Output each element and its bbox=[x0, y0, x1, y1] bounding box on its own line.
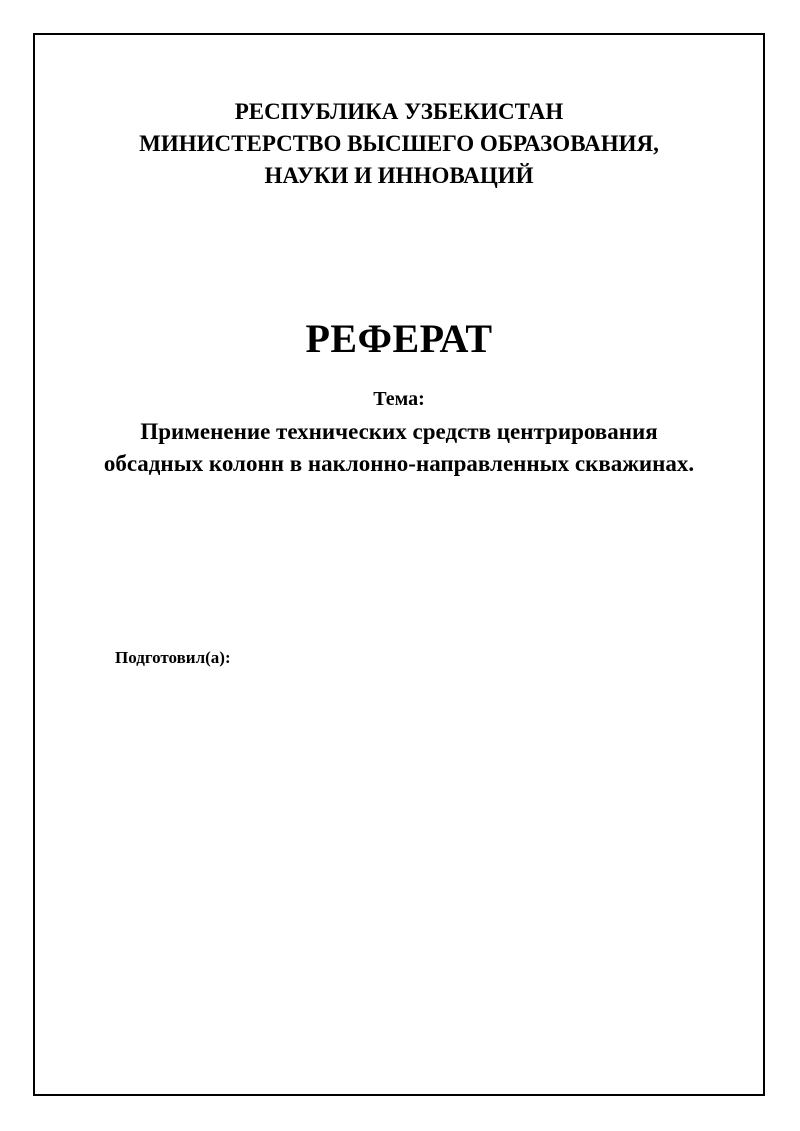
header-line-ministry: МИНИСТЕРСТВО ВЫСШЕГО ОБРАЗОВАНИЯ, bbox=[139, 131, 659, 156]
page-border bbox=[33, 33, 765, 1096]
topic-line-2: обсадных колонн в наклонно-направленных скважинах. bbox=[103, 451, 695, 476]
topic-label: Тема: bbox=[373, 388, 425, 410]
topic-line-1: Применение технических средств центрирования bbox=[140, 419, 658, 444]
prepared-by-label: Подготовил(а): bbox=[115, 648, 231, 667]
topic-text bbox=[33, 416, 765, 480]
document-title: РЕФЕРАТ bbox=[305, 316, 493, 361]
header-line-ministry-cont: НАУКИ И ИННОВАЦИЙ bbox=[264, 163, 534, 188]
header-line-country: РЕСПУБЛИКА УЗБЕКИСТАН bbox=[234, 99, 564, 124]
institution-header bbox=[33, 96, 765, 192]
